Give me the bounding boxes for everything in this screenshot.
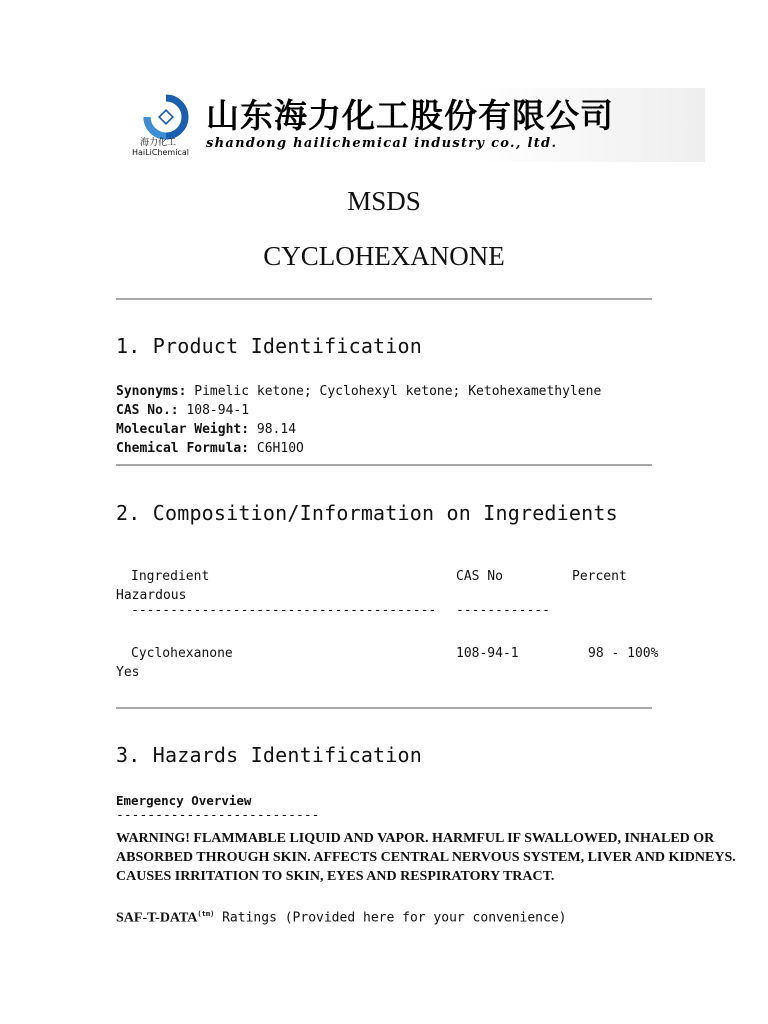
trademark-superscript: (tm): [197, 910, 215, 918]
saf-t-data-text: Ratings (Provided here for your convenience): [214, 910, 567, 926]
divider: [116, 464, 652, 466]
divider: [116, 707, 652, 709]
table-row-percent: 98 - 100%: [588, 646, 659, 661]
molecular-weight-value: 98.14: [249, 422, 297, 437]
emergency-overview-separator: --------------------------: [116, 808, 320, 823]
separator-cas: ------------: [456, 603, 550, 618]
logo-chinese-text: 海力化工: [140, 138, 177, 148]
cas-value: 108-94-1: [178, 403, 250, 418]
column-header-percent: Percent: [572, 569, 627, 584]
table-row-ingredient: Cyclohexanone: [131, 646, 233, 661]
company-header: [130, 88, 705, 162]
company-name-english: shandong hailichemical industry co., ltd.: [206, 136, 558, 151]
emergency-overview-label: Emergency Overview: [116, 793, 252, 808]
warning-line-3: CAUSES IRRITATION TO SKIN, EYES AND RESPIRATORY TRACT.: [116, 869, 555, 884]
cas-label: CAS No.:: [116, 403, 179, 418]
section-heading-product-identification: 1. Product Identification: [116, 334, 423, 358]
column-header-cas: CAS No: [456, 569, 503, 584]
column-header-hazardous: Hazardous: [116, 588, 187, 603]
synonyms-value: Pimelic ketone; Cyclohexyl ketone; Ketohexamethylene: [186, 384, 602, 399]
table-row-cas: 108-94-1: [456, 646, 519, 661]
section-heading-composition: 2. Composition/Information on Ingredients: [116, 501, 618, 525]
document-title: MSDS: [347, 186, 421, 216]
chemical-formula-value: C6H10O: [249, 441, 304, 456]
separator-ingredient: ---------------------------------------: [131, 603, 437, 618]
column-header-ingredient: Ingredient: [131, 569, 210, 584]
company-logo-icon: [138, 94, 194, 140]
chemical-formula-line: [116, 439, 304, 458]
saf-t-data-line: [116, 905, 566, 927]
table-row-hazardous: Yes: [116, 665, 140, 680]
divider: [116, 298, 652, 300]
chemical-formula-label: Chemical Formula:: [116, 441, 250, 456]
document-subtitle: CYCLOHEXANONE: [263, 241, 505, 271]
section-heading-hazards: 3. Hazards Identification: [116, 743, 423, 767]
warning-line-1: WARNING! FLAMMABLE LIQUID AND VAPOR. HARMFUL IF SWALLOWED, INHALED OR: [116, 831, 715, 846]
molecular-weight-line: [116, 420, 296, 439]
company-name-chinese: 山东海力化工股份有限公司: [206, 96, 614, 135]
cas-line: [116, 401, 249, 420]
molecular-weight-label: Molecular Weight:: [116, 422, 250, 437]
logo-english-text: HaiLiChemical: [132, 148, 189, 157]
warning-line-2: ABSORBED THROUGH SKIN. AFFECTS CENTRAL NERVOUS SYSTEM, LIVER AND KIDNEYS.: [116, 850, 736, 865]
synonyms-line: [116, 382, 601, 401]
synonyms-label: Synonyms:: [116, 384, 187, 399]
saf-t-data-label: SAF-T-DATA: [116, 910, 198, 926]
